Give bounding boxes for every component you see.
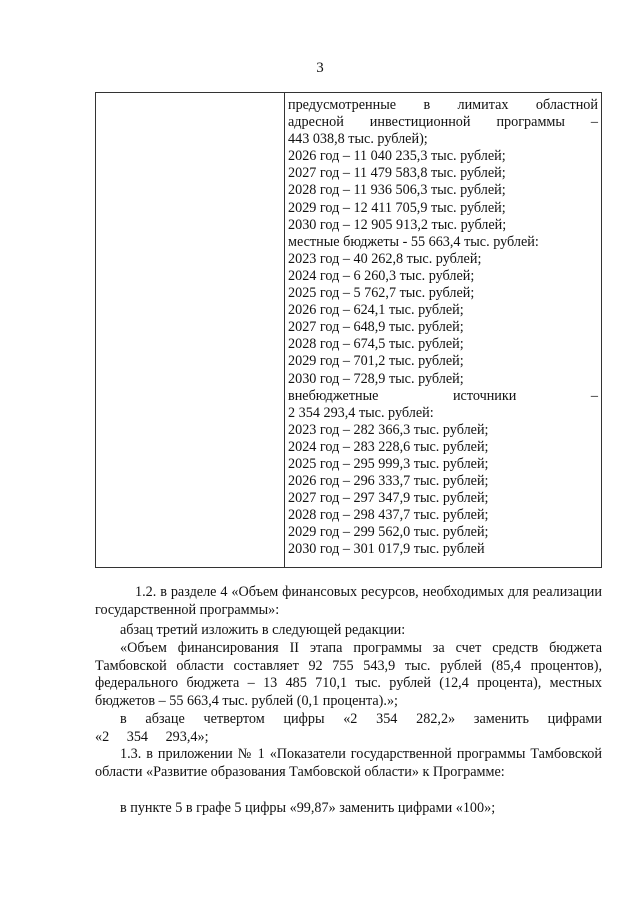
table-line-word: областной [535, 97, 598, 113]
table-line: 2028 год – 298 437,7 тыс. рублей; [288, 507, 489, 524]
table-line-word: – [590, 387, 598, 404]
table-line-word: адресной [288, 114, 344, 131]
table-line: 2029 год – 299 562,0 тыс. рублей; [288, 524, 489, 541]
table-line: 2027 год – 297 347,9 тыс. рублей; [288, 490, 489, 507]
table-right-cell [288, 97, 598, 559]
table-line-word: внебюджетные [288, 387, 379, 404]
table-line-word: лимитах [457, 97, 509, 113]
table-line: 2024 год – 6 260,3 тыс. рублей; [288, 267, 475, 284]
table-line: 2030 год – 728,9 тыс. рублей; [288, 370, 464, 387]
table-line: 2024 год – 283 228,6 тыс. рублей; [288, 438, 489, 455]
table-line-word: программы [496, 114, 565, 131]
table-line: 2023 год – 282 366,3 тыс. рублей; [288, 421, 489, 438]
table-line: 2 354 293,4 тыс. рублей: [288, 404, 434, 421]
table-line: 2028 год – 674,5 тыс. рублей; [288, 336, 464, 353]
table-column-divider [284, 93, 285, 567]
table-line-word: инвестиционной [369, 114, 471, 131]
paragraph-quote: «Объем финансирования II этапа программы за счет средств бюджета Тамбовской области составляет 92 755 543,9 тыс. рублей (85,4 процентов), федерального бюджета – 13 485 710,1 тыс. рублей (12,4 процента), местных бюджетов – 55 663,4 тыс. рублей (0,1 процента).»; [95, 640, 602, 709]
table-line: 2026 год – 296 333,7 тыс. рублей; [288, 473, 489, 490]
table-line: 2027 год – 11 479 583,8 тыс. рублей; [288, 165, 506, 182]
table-line [288, 388, 598, 405]
table-line: 2025 год – 295 999,3 тыс. рублей; [288, 455, 489, 472]
table-line: 2028 год – 11 936 506,3 тыс. рублей; [288, 182, 506, 199]
paragraph-1-2: 1.2. в разделе 4 «Объем финансовых ресурсов, необходимых для реализации государственной программы»: [95, 584, 602, 618]
page-number: 3 [316, 60, 324, 76]
table-line: 2030 год – 12 905 913,2 тыс. рублей; [288, 216, 507, 233]
table-line: 2030 год – 301 017,9 тыс. рублей [288, 541, 485, 558]
table-line [288, 97, 598, 114]
table-line-word: источники [452, 387, 517, 404]
paragraph-punkt-5: в пункте 5 в графе 5 цифры «99,87» заменить цифрами «100»; [120, 800, 496, 816]
funding-table [95, 92, 602, 568]
table-line: 2026 год – 11 040 235,3 тыс. рублей; [288, 148, 506, 165]
paragraph-1-3: 1.3. в приложении № 1 «Показатели государственной программы Тамбовской области «Развитие образования Тамбовской области» к Программе: [95, 746, 602, 780]
table-line-word: в [423, 97, 431, 113]
table-line: 2023 год – 40 262,8 тыс. рублей; [288, 250, 482, 267]
table-line-word: предусмотренные [288, 97, 397, 113]
paragraph-abzac-tretiy: абзац третий изложить в следующей редакции: [120, 622, 406, 638]
table-line: 2025 год – 5 762,7 тыс. рублей; [288, 285, 475, 302]
table-line: 2029 год – 12 411 705,9 тыс. рублей; [288, 199, 506, 216]
table-line: 2029 год – 701,2 тыс. рублей; [288, 353, 464, 370]
table-line: 443 038,8 тыс. рублей); [288, 131, 428, 148]
table-line [288, 114, 598, 131]
table-line-word: – [590, 114, 598, 131]
table-line: 2026 год – 624,1 тыс. рублей; [288, 302, 464, 319]
table-line: местные бюджеты - 55 663,4 тыс. рублей: [288, 233, 539, 250]
table-line: 2027 год – 648,9 тыс. рублей; [288, 319, 464, 336]
paragraph-abzac-chetvertyy: в абзаце четвертом цифры «2 354 282,2» заменить цифрами «2 354 293,4»; [95, 711, 602, 745]
